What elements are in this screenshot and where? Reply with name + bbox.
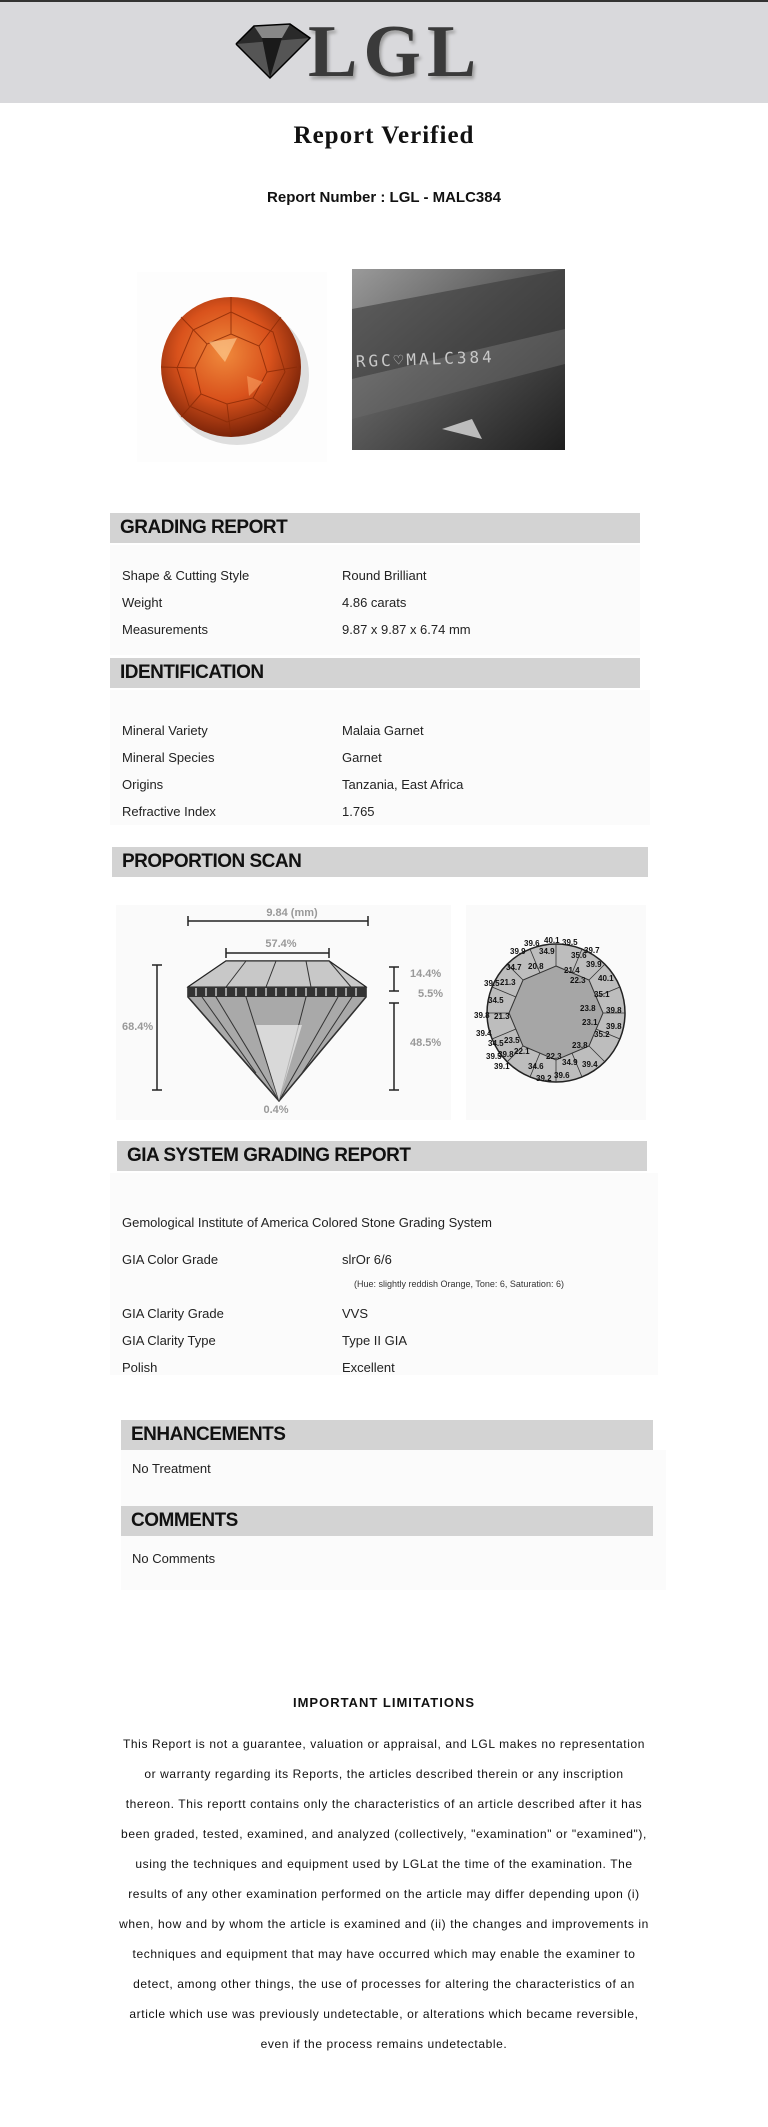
face-label: 40.1	[544, 936, 560, 945]
profile-diagram	[116, 905, 451, 1120]
row-value: Round Brilliant	[342, 568, 427, 583]
face-label: 39.8	[498, 1050, 514, 1059]
row-label: Measurements	[122, 622, 208, 637]
culet-label: 0.4%	[263, 1104, 289, 1116]
page-title: Report Verified	[293, 122, 475, 149]
diameter-label: 9.84 (mm)	[266, 907, 318, 919]
face-label: 39.7	[584, 946, 600, 955]
face-label: 34.9	[562, 1058, 578, 1067]
face-label: 35.6	[571, 951, 587, 960]
face-label: 34.5	[488, 1039, 504, 1048]
row-value: Malaia Garnet	[342, 723, 424, 738]
face-label: 22.3	[546, 1052, 562, 1061]
face-label: 39.5	[484, 979, 500, 988]
face-label: 34.7	[506, 963, 522, 972]
comments-heading: COMMENTS	[121, 1506, 653, 1536]
comments-text: No Comments	[132, 1551, 216, 1566]
face-label: 35.2	[594, 1030, 610, 1039]
face-label: 34.5	[488, 996, 504, 1005]
report-number: Report Number : LGL - MALC384	[267, 189, 501, 206]
face-label: 39.2	[536, 1074, 552, 1083]
row-label: Polish	[122, 1360, 158, 1375]
row-value: Garnet	[342, 750, 382, 765]
row-value: slrOr 6/6	[342, 1252, 392, 1267]
face-label: 39.9	[510, 947, 526, 956]
gemstone-photo	[137, 272, 327, 462]
face-label: 39.8	[606, 1006, 622, 1015]
girdle-label: 5.5%	[418, 988, 444, 1000]
enhancements-text: No Treatment	[132, 1461, 211, 1476]
row-label: GIA Clarity Type	[122, 1333, 216, 1348]
row-label: Weight	[122, 595, 163, 610]
row-label: Mineral Species	[122, 750, 215, 765]
face-label: 23.5	[504, 1036, 520, 1045]
identification-heading: IDENTIFICATION	[110, 658, 640, 688]
row-value: Type II GIA	[342, 1333, 408, 1348]
row-label: Mineral Variety	[122, 723, 208, 738]
grading-report-heading: GRADING REPORT	[110, 513, 640, 543]
color-grade-note: (Hue: slightly reddish Orange, Tone: 6, Saturation: 6)	[354, 1279, 564, 1289]
crown-label: 14.4%	[410, 968, 442, 980]
row-value: VVS	[342, 1306, 369, 1321]
face-label: 39.4	[476, 1029, 492, 1038]
row-value: 9.87 x 9.87 x 6.74 mm	[342, 622, 471, 637]
face-label: 39.5	[486, 1052, 502, 1061]
limitations-text: This Report is not a guarantee, valuation or appraisal, and LGL makes no representation or warranty regarding its Reports, the articles described therein or any inscription thereon. This reportt contains only the characteristics of an article described after it has been graded, tested, examined, and analyzed (collectively, "examination" or "examined"), using the techniques and equipment used by LGLat the time of the examination. The results of any other examination performed on the article may differ depending upon (i) when, how and by whom the article is examined and (ii) the changes and improvements in techniques and equipment that may have occurred which may enable the examiner to detect, among other things, the use of processes for altering the characteristics of an article which use was previously undetectable, or alterations which became reversible, even if the process remains undetectable.	[119, 1737, 649, 2051]
face-label: 39.6	[554, 1071, 570, 1080]
face-label: 21.4	[564, 966, 580, 975]
site-header	[0, 2, 768, 103]
face-label: 23.1	[582, 1018, 598, 1027]
enhancements-heading: ENHANCEMENTS	[121, 1420, 653, 1450]
face-label: 23.8	[572, 1041, 588, 1050]
face-label: 39.5	[562, 938, 578, 947]
row-value: Excellent	[342, 1360, 395, 1375]
face-label: 22.1	[514, 1047, 530, 1056]
logo-text: LGL	[308, 11, 483, 93]
row-value: Tanzania, East Africa	[342, 777, 464, 792]
depth-label: 68.4%	[122, 1021, 154, 1033]
face-label: 39.4	[582, 1060, 598, 1069]
table-label: 57.4%	[265, 938, 297, 950]
face-label: 21.3	[494, 1012, 510, 1021]
face-label: 22.3	[570, 976, 586, 985]
face-label: 39.1	[494, 1062, 510, 1071]
face-label: 39.6	[524, 939, 540, 948]
face-label: 35.1	[594, 990, 610, 999]
limitations-heading: IMPORTANT LIMITATIONS	[292, 1695, 476, 1710]
face-label: 39.8	[606, 1022, 622, 1031]
gia-system-name: Gemological Institute of America Colored Stone Grading System	[122, 1215, 492, 1230]
row-value: 1.765	[342, 804, 375, 819]
inscription-photo	[352, 269, 565, 450]
face-label: 34.6	[528, 1062, 544, 1071]
face-label: 39.9	[586, 960, 602, 969]
row-value: 4.86 carats	[342, 595, 407, 610]
face-label: 39.8	[474, 1011, 490, 1020]
gia-report-heading: GIA SYSTEM GRADING REPORT	[117, 1141, 647, 1171]
proportion-scan-heading: PROPORTION SCAN	[112, 847, 648, 877]
face-label: 21.3	[500, 978, 516, 987]
row-label: Shape & Cutting Style	[122, 568, 250, 583]
row-label: GIA Clarity Grade	[122, 1306, 224, 1321]
pavilion-label: 48.5%	[410, 1037, 442, 1049]
face-label: 40.1	[598, 974, 614, 983]
row-label: Refractive Index	[122, 804, 216, 819]
top-view-diagram	[466, 905, 646, 1120]
inscription-text: RGC♡MALC384	[355, 347, 496, 371]
face-label: 20.8	[528, 962, 544, 971]
row-label: GIA Color Grade	[122, 1252, 219, 1267]
row-label: Origins	[122, 777, 164, 792]
face-label: 23.8	[580, 1004, 596, 1013]
face-label: 34.9	[539, 947, 555, 956]
